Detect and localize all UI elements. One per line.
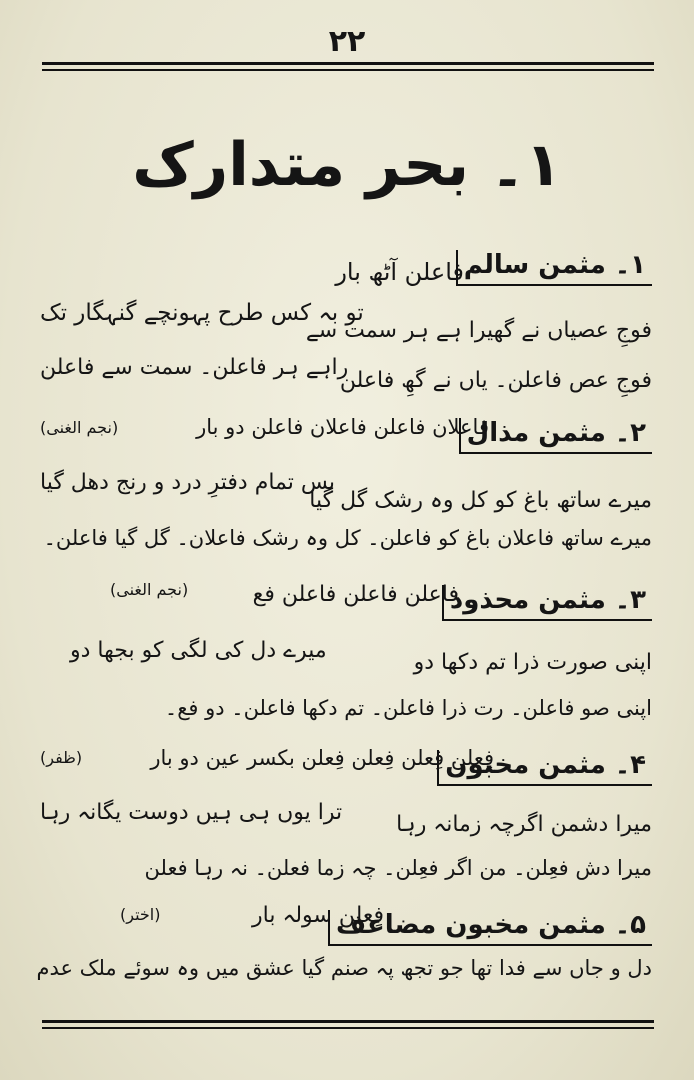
- section-5-heading: ۵۔ مثمن مخبون مضاعف: [328, 910, 652, 946]
- section-4-scansion: میرا دش فعِلن۔ من اگر فعِلن۔ چہ زما فعلن۔ نہ رہا فعلن: [144, 856, 652, 880]
- top-rule: [42, 62, 654, 65]
- section-2-verse-left: بس تمام دفترِ درد و رنج دھل گیا: [40, 470, 336, 495]
- section-2-scansion: میرے ساتھ فاعلان باغ کو فاعلن۔ کل وہ رشک فاعلان۔ گل گیا فاعلن۔: [43, 526, 652, 550]
- section-2-attribution: (نجم الغنی): [40, 418, 119, 437]
- section-1-scansion-left: راہے ہر فاعلن۔ سمت سے فاعلن: [40, 355, 349, 380]
- section-4-meter: فِعلن فِعلن فِعلن فِعلن بکسر عین دو بار: [150, 746, 494, 770]
- section-3-attribution: (نجم الغنی): [110, 580, 189, 599]
- chapter-title: ۱۔ بحر متدارک: [132, 130, 562, 200]
- section-4-heading: ۴۔ مثمن مخبون: [437, 750, 652, 786]
- section-5-meter: فِعلن سولہ بار: [252, 903, 384, 928]
- section-3-heading: ۳۔ مثمن محذوذ: [442, 585, 652, 621]
- bottom-rule: [42, 1020, 654, 1023]
- section-5-verse: دل و جاں سے فدا تھا جو تجھ پہ صنم گیا عشق میں وہ سوئے ملک عدم: [36, 956, 652, 980]
- section-3-scansion: اپنی صو فاعلن۔ رت ذرا فاعلن۔ تم دکھا فاعلن۔ دو فع۔: [164, 696, 652, 720]
- section-3-meter: فاعلن فاعلن فاعلن فع: [252, 582, 459, 607]
- section-3-verse-right: اپنی صورت ذرا تم دکھا دو: [413, 650, 652, 675]
- section-1-verse-right: فوجِ عصیاں نے گھیرا ہے ہر سمت سے: [305, 318, 652, 343]
- section-1-verse-left: تو بہ کس طرح پہونچے گنہگار تک: [40, 300, 364, 326]
- section-1-scansion-right: فوجِ عص فاعلن۔ یاں نے گھِ فاعلن: [339, 368, 652, 393]
- section-2-verse-right: میرے ساتھ باغ کو کل وہ رشک گل گیا: [309, 488, 652, 513]
- section-4-verse-left: ترا یوں ہی ہیں دوست یگانہ رہا: [40, 800, 343, 825]
- section-2-heading: ۲۔ مثمن مذال: [459, 418, 652, 454]
- page-number: ۲۲: [328, 24, 366, 59]
- section-4-verse-right: میرا دشمن اگرچہ زمانہ رہا: [396, 812, 652, 837]
- section-3-verse-left: میرے دل کی لگی کو بجھا دو: [70, 638, 327, 663]
- section-1-meter: فاعلن آٹھ بار: [335, 258, 464, 286]
- section-1-heading: ۱۔ مثمن سالم: [456, 250, 652, 286]
- section-5-attribution: (اختر): [120, 905, 161, 924]
- section-2-meter: فاعلان فاعلن فاعلان فاعلن دو بار: [196, 415, 489, 439]
- section-4-attribution: (ظفر): [40, 748, 83, 767]
